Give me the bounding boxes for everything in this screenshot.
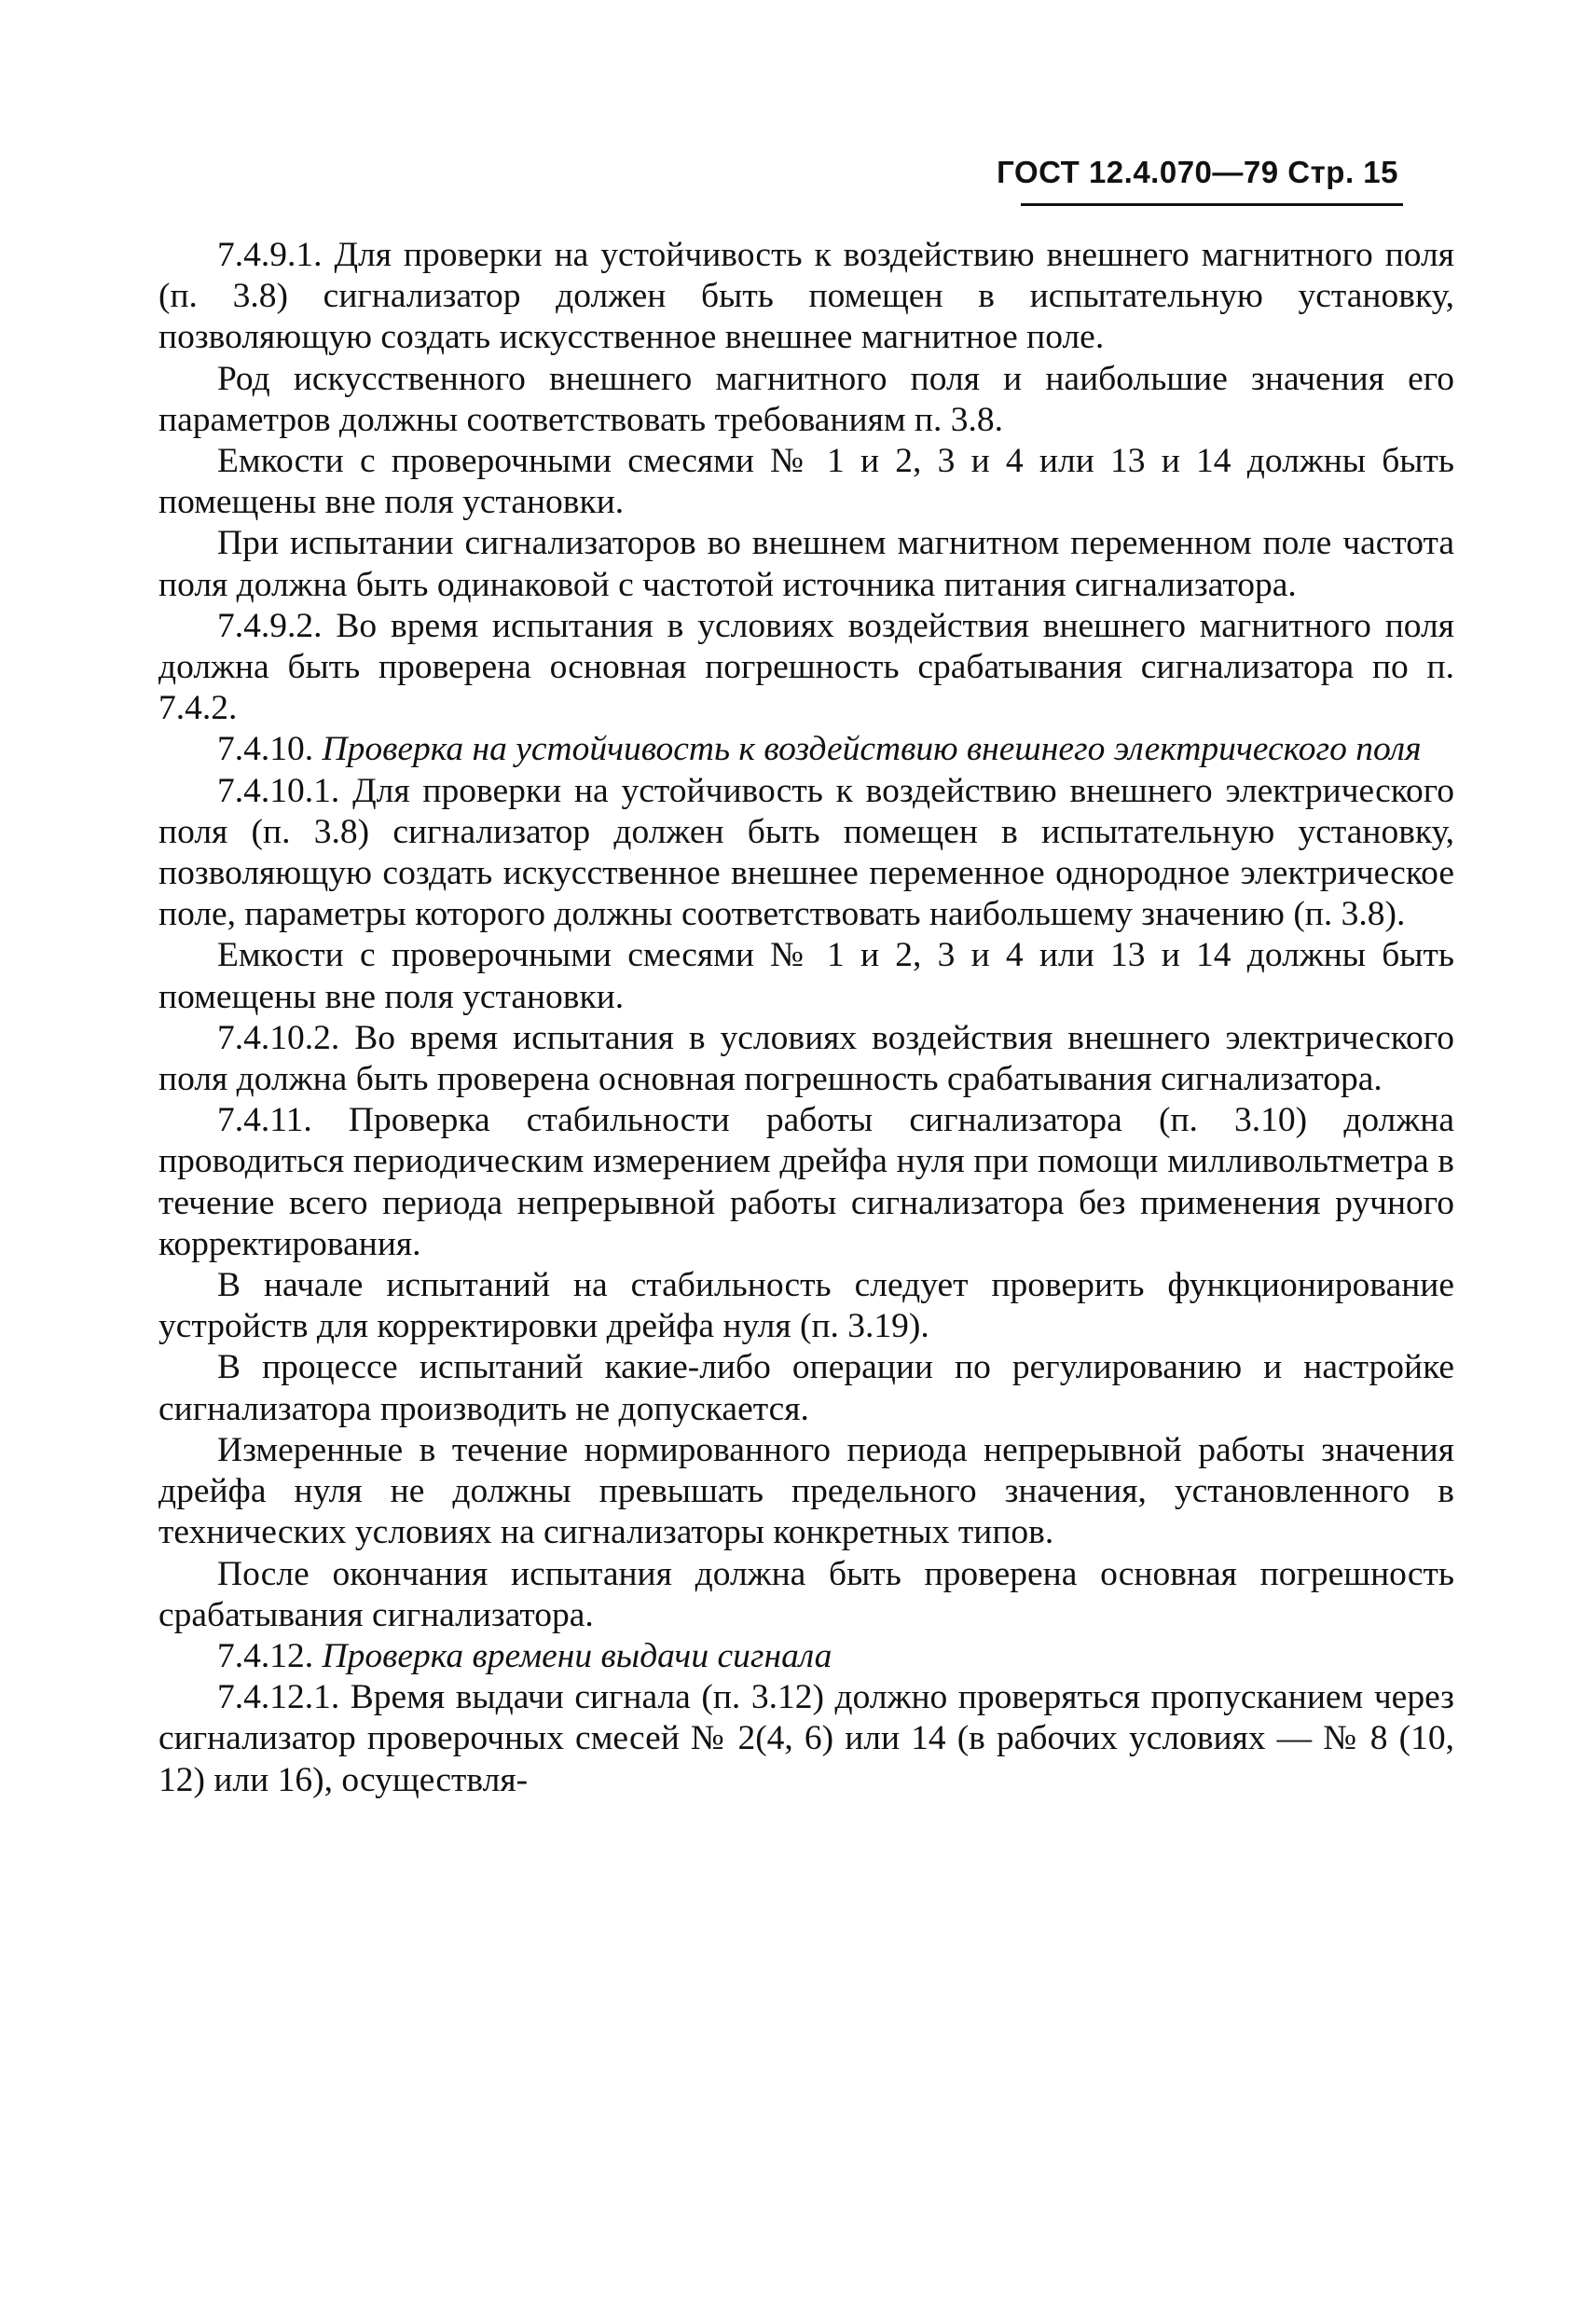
section-title: Проверка времени выдачи сигнала: [322, 1636, 832, 1675]
paragraph-containers-magnetic: Емкости с проверочными смесями № 1 и 2, 3 и 4 или 13 и 14 должны быть помещены вне поля установки.: [158, 442, 1454, 522]
page-header: [997, 155, 1398, 190]
document-code: ГОСТ 12.4.070—79: [997, 155, 1279, 189]
paragraph-7-4-9-1: 7.4.9.1. Для проверки на устойчивость к воздействию внешнего магнитного поля (п. 3.8) сигнализатор должен быть помещен в испытательную установку, позволяющую создать искусственное внешнее магнитное поле.: [158, 236, 1454, 357]
paragraph-after-test: После окончания испытания должна быть проверена основная погрешность срабатывания сигнализатора.: [158, 1554, 1454, 1634]
header-rule: [1021, 203, 1403, 206]
paragraph-magnetic-field-params: Род искусственного внешнего магнитного поля и наибольшие значения его параметров должны соответствовать требованиям п. 3.8.: [158, 359, 1454, 439]
document-body: [158, 235, 1454, 1801]
paragraph-no-adjustment: В процессе испытаний какие-либо операции по регулированию и настройке сигнализатора производить не допускается.: [158, 1348, 1454, 1428]
paragraph-7-4-9-2: 7.4.9.2. Во время испытания в условиях воздействия внешнего магнитного поля должна быть проверена основная погрешность срабатывания сигнализатора по п. 7.4.2.: [158, 606, 1454, 728]
section-number: 7.4.10.: [217, 730, 314, 769]
paragraph-7-4-10-2: 7.4.10.2. Во время испытания в условиях воздействия внешнего электрического поля должна быть проверена основная погрешность срабатывания сигнализатора.: [158, 1018, 1454, 1099]
paragraph-7-4-11: 7.4.11. Проверка стабильности работы сигнализатора (п. 3.10) должна проводиться периодическим измерением дрейфа нуля при помощи милливольтметра в течение всего периода непрерывной работы сигнализатора без применения ручного корректирования.: [158, 1101, 1454, 1263]
section-heading-7-4-12: [158, 1636, 1454, 1677]
section-heading-7-4-10: [158, 729, 1454, 770]
paragraph-alternating-field-frequency: При испытании сигнализаторов во внешнем магнитном переменном поле частота поля должна быть одинаковой с частотой источника питания сигнализатора.: [158, 524, 1454, 604]
page-number: Стр. 15: [1287, 155, 1398, 189]
paragraph-containers-electric: Емкости с проверочными смесями № 1 и 2, 3 и 4 или 13 и 14 должны быть помещены вне поля установки.: [158, 936, 1454, 1016]
paragraph-drift-limits: Измеренные в течение нормированного периода непрерывной работы значения дрейфа нуля не должны превышать предельного значения, установленного в технических условиях на сигнализаторы конкретных типов.: [158, 1430, 1454, 1552]
section-title: Проверка на устойчивость к воздействию внешнего электрического поля: [322, 730, 1422, 769]
paragraph-7-4-10-1: 7.4.10.1. Для проверки на устойчивость к воздействию внешнего электрического поля (п. 3.8) сигнализатор должен быть помещен в испытательную установку, позволяющую создать искусственное внешнее переменное однородное электрическое поле, параметры которого должны соответствовать наибольшему значению (п. 3.8).: [158, 771, 1454, 934]
paragraph-7-4-12-1: 7.4.12.1. Время выдачи сигнала (п. 3.12) должно проверяться пропусканием через сигнализатор проверочных смесей № 2(4, 6) или 14 (в рабочих условиях — № 8 (10, 12) или 16), осуществля-: [158, 1678, 1454, 1799]
paragraph-stability-start: В начале испытаний на стабильность следует проверить функционирование устройств для корректировки дрейфа нуля (п. 3.19).: [158, 1266, 1454, 1346]
section-number: 7.4.12.: [217, 1636, 314, 1675]
